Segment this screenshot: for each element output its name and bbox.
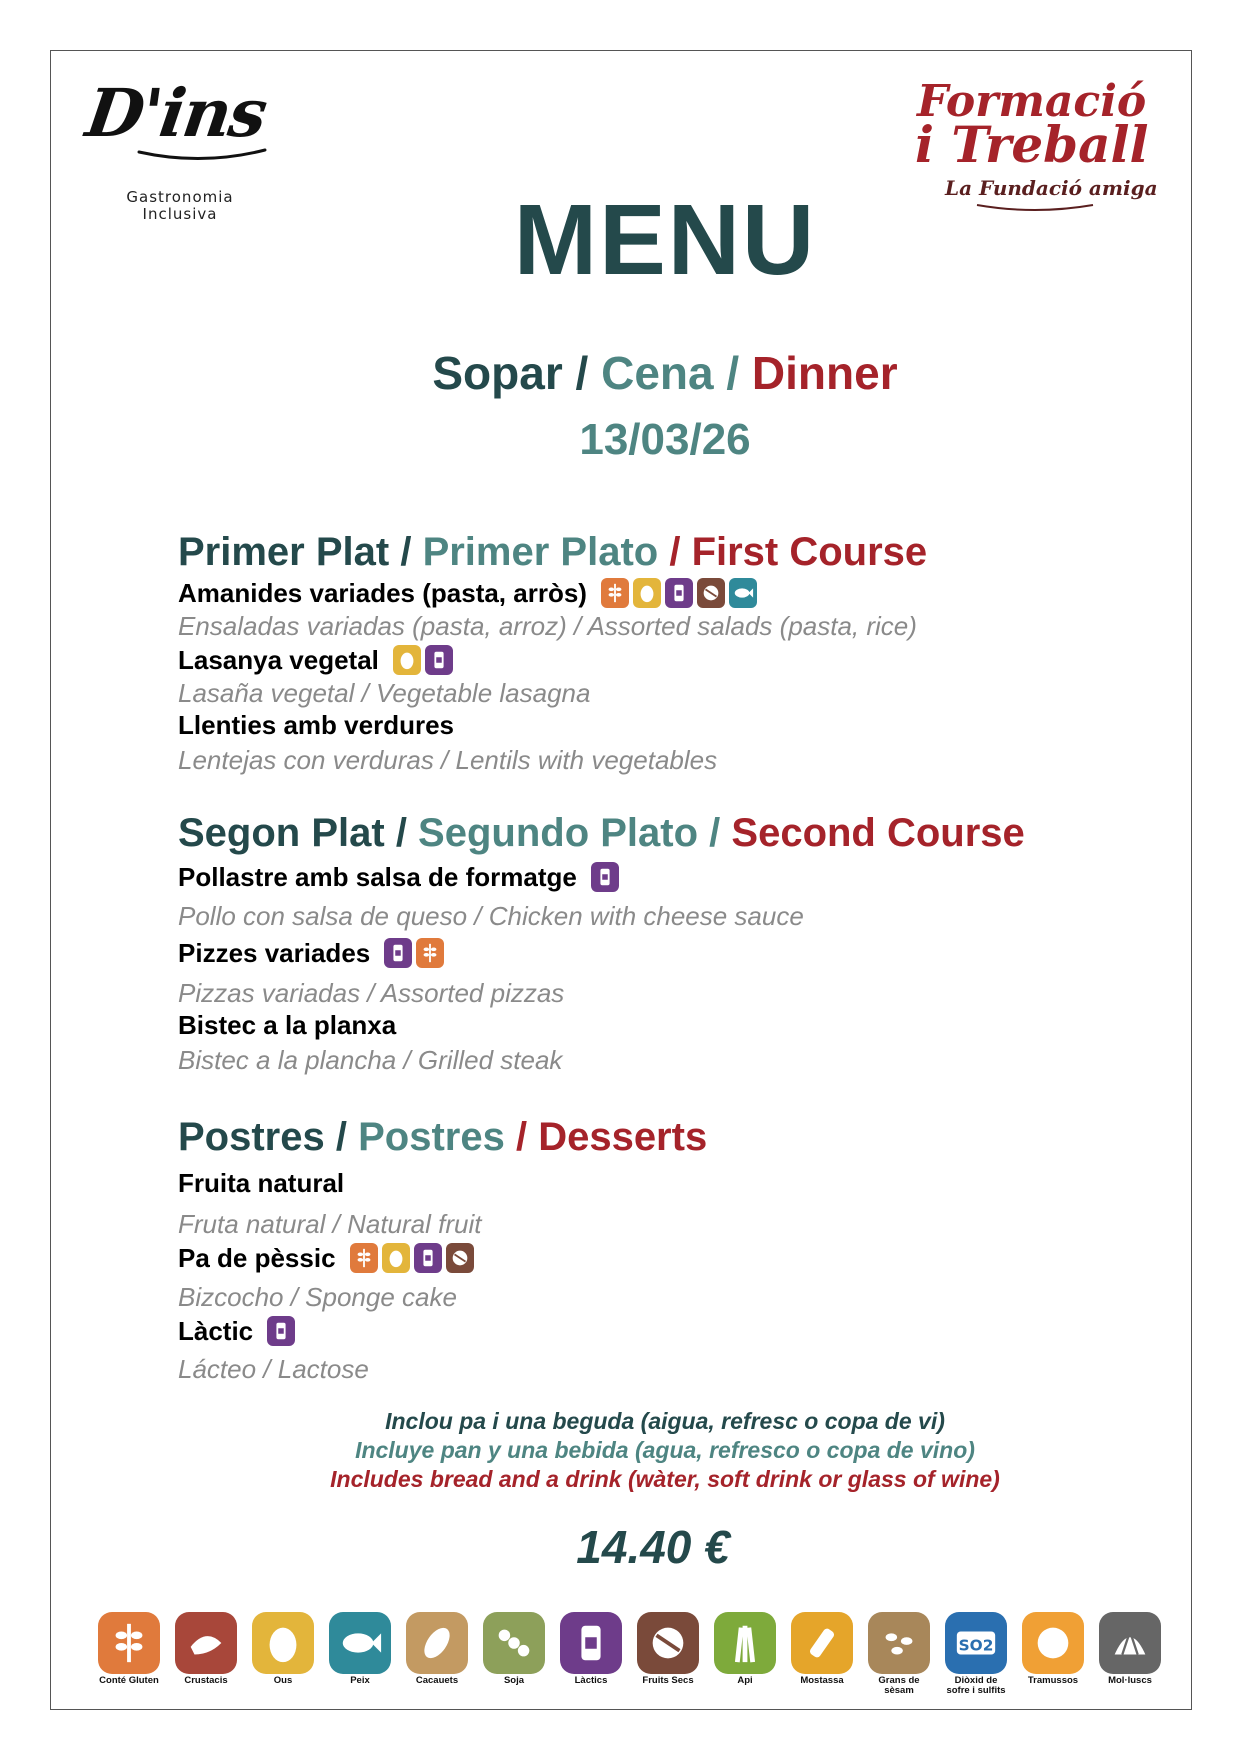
section-heading-first: Primer Plat / Primer Plato / First Course xyxy=(178,530,928,574)
dairy-icon xyxy=(384,938,412,968)
dish-name xyxy=(178,1316,295,1346)
gluten-icon xyxy=(98,1612,160,1674)
mustard-icon xyxy=(791,1612,853,1674)
gluten-icon xyxy=(350,1243,378,1273)
dish-translation: Fruta natural / Natural fruit xyxy=(178,1209,482,1239)
dish-name-text: Bistec a la planxa xyxy=(178,1010,397,1040)
ft-logo-line1: Formació xyxy=(917,76,1147,127)
legend-item xyxy=(483,1612,545,1696)
allergen-icons xyxy=(393,645,453,675)
legend-label: Soja xyxy=(503,1675,525,1686)
gluten-icon xyxy=(416,938,444,968)
legend-item xyxy=(98,1612,160,1696)
legend-label: Crustacis xyxy=(184,1675,228,1686)
egg-icon xyxy=(633,578,661,608)
legend-label: Cacauets xyxy=(415,1675,459,1686)
fish-icon xyxy=(729,578,757,608)
peanut-icon xyxy=(406,1612,468,1674)
section-heading-desserts: Postres / Postres / Desserts xyxy=(178,1115,708,1159)
ft-logo-tagline: La Fundació amiga xyxy=(945,176,1158,200)
soy-icon xyxy=(483,1612,545,1674)
nuts-icon xyxy=(446,1243,474,1273)
section-head-en: First Course xyxy=(691,530,928,574)
menu-price: 14.40 € xyxy=(576,1521,730,1573)
legend-item xyxy=(714,1612,776,1696)
note-ca: Inclou pa i una beguda (aigua, refresc o copa de vi) xyxy=(385,1408,945,1434)
legend-label: Diòxid de sofre i sulfits xyxy=(946,1675,1006,1696)
legend-item xyxy=(406,1612,468,1696)
dish-name-text: Fruita natural xyxy=(178,1168,345,1198)
dins-logo-mark: D'ins xyxy=(81,74,271,152)
dairy-icon xyxy=(425,645,453,675)
dish-translation: Bistec a la plancha / Grilled steak xyxy=(178,1045,563,1075)
dins-subtitle-line2: Inclusiva xyxy=(142,205,218,223)
gluten-icon xyxy=(601,578,629,608)
section-head-en: Second Course xyxy=(731,811,1025,855)
section-heading-second: Segon Plat / Segundo Plato / Second Course xyxy=(178,811,1025,855)
egg-icon xyxy=(393,645,421,675)
dish-translation: Ensaladas variadas (pasta, arroz) / Assorted salads (pasta, rice) xyxy=(178,611,917,641)
allergen-icons xyxy=(350,1243,474,1273)
dish-name xyxy=(178,938,444,968)
dish-name xyxy=(178,1170,344,1196)
legend-item xyxy=(175,1612,237,1696)
celery-icon xyxy=(714,1612,776,1674)
legend-label: Mol·luscs xyxy=(1108,1675,1152,1686)
section-head-es: Segundo Plato xyxy=(418,811,699,855)
mollusc-icon xyxy=(1099,1612,1161,1674)
legend-item xyxy=(637,1612,699,1696)
nuts-icon xyxy=(697,578,725,608)
legend-label: Fruits Secs xyxy=(642,1675,694,1686)
legend-label: Tramussos xyxy=(1027,1675,1079,1686)
menu-date: 13/03/26 xyxy=(579,415,751,464)
dish-translation: Pollo con salsa de queso / Chicken with cheese sauce xyxy=(178,901,804,931)
dish-translation: Lasaña vegetal / Vegetable lasagna xyxy=(178,678,591,708)
legend-label: Grans de sèsam xyxy=(878,1675,920,1696)
note-es: Incluye pan y una bebida (agua, refresco o copa de vino) xyxy=(355,1437,975,1463)
meal-es: Cena xyxy=(601,347,714,399)
section-head-en: Desserts xyxy=(538,1115,708,1159)
dish-translation: Pizzas variadas / Assorted pizzas xyxy=(178,978,565,1008)
svg-text:SO2: SO2 xyxy=(958,1636,994,1655)
dairy-icon xyxy=(267,1316,295,1346)
nuts-icon xyxy=(637,1612,699,1674)
dish-name-text: Lasanya vegetal xyxy=(178,645,379,675)
legend-label: Mostassa xyxy=(800,1675,844,1686)
allergen-icons xyxy=(591,862,619,892)
dins-subtitle-line1: Gastronomia xyxy=(126,188,234,206)
dairy-icon xyxy=(560,1612,622,1674)
ft-logo-line2: i Treball xyxy=(915,115,1149,174)
section-head-ca: Primer Plat xyxy=(178,530,390,574)
legend-item xyxy=(560,1612,622,1696)
dish-name xyxy=(178,578,757,608)
dish-name xyxy=(178,1243,474,1273)
dish-name-text: Pollastre amb salsa de formatge xyxy=(178,862,577,892)
section-head-es: Postres xyxy=(358,1115,505,1159)
dish-name-text: Làctic xyxy=(178,1316,254,1346)
dairy-icon xyxy=(591,862,619,892)
egg-icon xyxy=(252,1612,314,1674)
legend-label: Api xyxy=(737,1675,753,1686)
dish-name xyxy=(178,862,619,892)
legend-item xyxy=(1022,1612,1084,1696)
meal-sep-2: / xyxy=(726,347,740,399)
legend-label: Conté Gluten xyxy=(99,1675,159,1686)
legend-item xyxy=(329,1612,391,1696)
dish-name-text: Amanides variades (pasta, arròs) xyxy=(178,578,587,608)
legend-label: Peix xyxy=(350,1675,370,1686)
allergen-icons xyxy=(601,578,757,608)
dish-name xyxy=(178,645,453,675)
legend-label: Ous xyxy=(273,1675,293,1686)
section-head-es: Primer Plato xyxy=(422,530,659,574)
section-head-ca: Segon Plat xyxy=(178,811,385,855)
allergen-legend xyxy=(98,1612,1161,1696)
menu-title: MENU xyxy=(513,184,817,296)
meal-en: Dinner xyxy=(751,347,898,399)
allergen-icons xyxy=(384,938,444,968)
dish-name xyxy=(178,712,454,738)
meal-heading xyxy=(0,347,1241,399)
dish-name-text: Pa de pèssic xyxy=(178,1243,336,1273)
dish-translation: Lentejas con verduras / Lentils with vegetables xyxy=(178,745,718,775)
dish-name-text: Pizzes variades xyxy=(178,938,371,968)
legend-item xyxy=(791,1612,853,1696)
meal-sep-1: / xyxy=(575,347,589,399)
dish-translation: Lácteo / Lactose xyxy=(178,1354,369,1384)
allergen-icons xyxy=(267,1316,295,1346)
legend-item xyxy=(945,1612,1007,1696)
note-en: Includes bread and a drink (wàter, soft drink or glass of wine) xyxy=(330,1466,1000,1492)
dish-translation: Bizcocho / Sponge cake xyxy=(178,1282,457,1312)
dairy-icon xyxy=(414,1243,442,1273)
meal-ca: Sopar xyxy=(432,347,563,399)
legend-item xyxy=(868,1612,930,1696)
sesame-icon xyxy=(868,1612,930,1674)
lupin-icon xyxy=(1022,1612,1084,1674)
sulphite-icon xyxy=(945,1612,1007,1674)
legend-item xyxy=(252,1612,314,1696)
fish-icon xyxy=(329,1612,391,1674)
dish-name xyxy=(178,1012,396,1038)
dairy-icon xyxy=(665,578,693,608)
egg-icon xyxy=(382,1243,410,1273)
crustacean-icon xyxy=(175,1612,237,1674)
legend-item xyxy=(1099,1612,1161,1696)
dish-name-text: Llenties amb verdures xyxy=(178,710,454,740)
legend-label: Làctics xyxy=(574,1675,608,1686)
section-head-ca: Postres xyxy=(178,1115,325,1159)
